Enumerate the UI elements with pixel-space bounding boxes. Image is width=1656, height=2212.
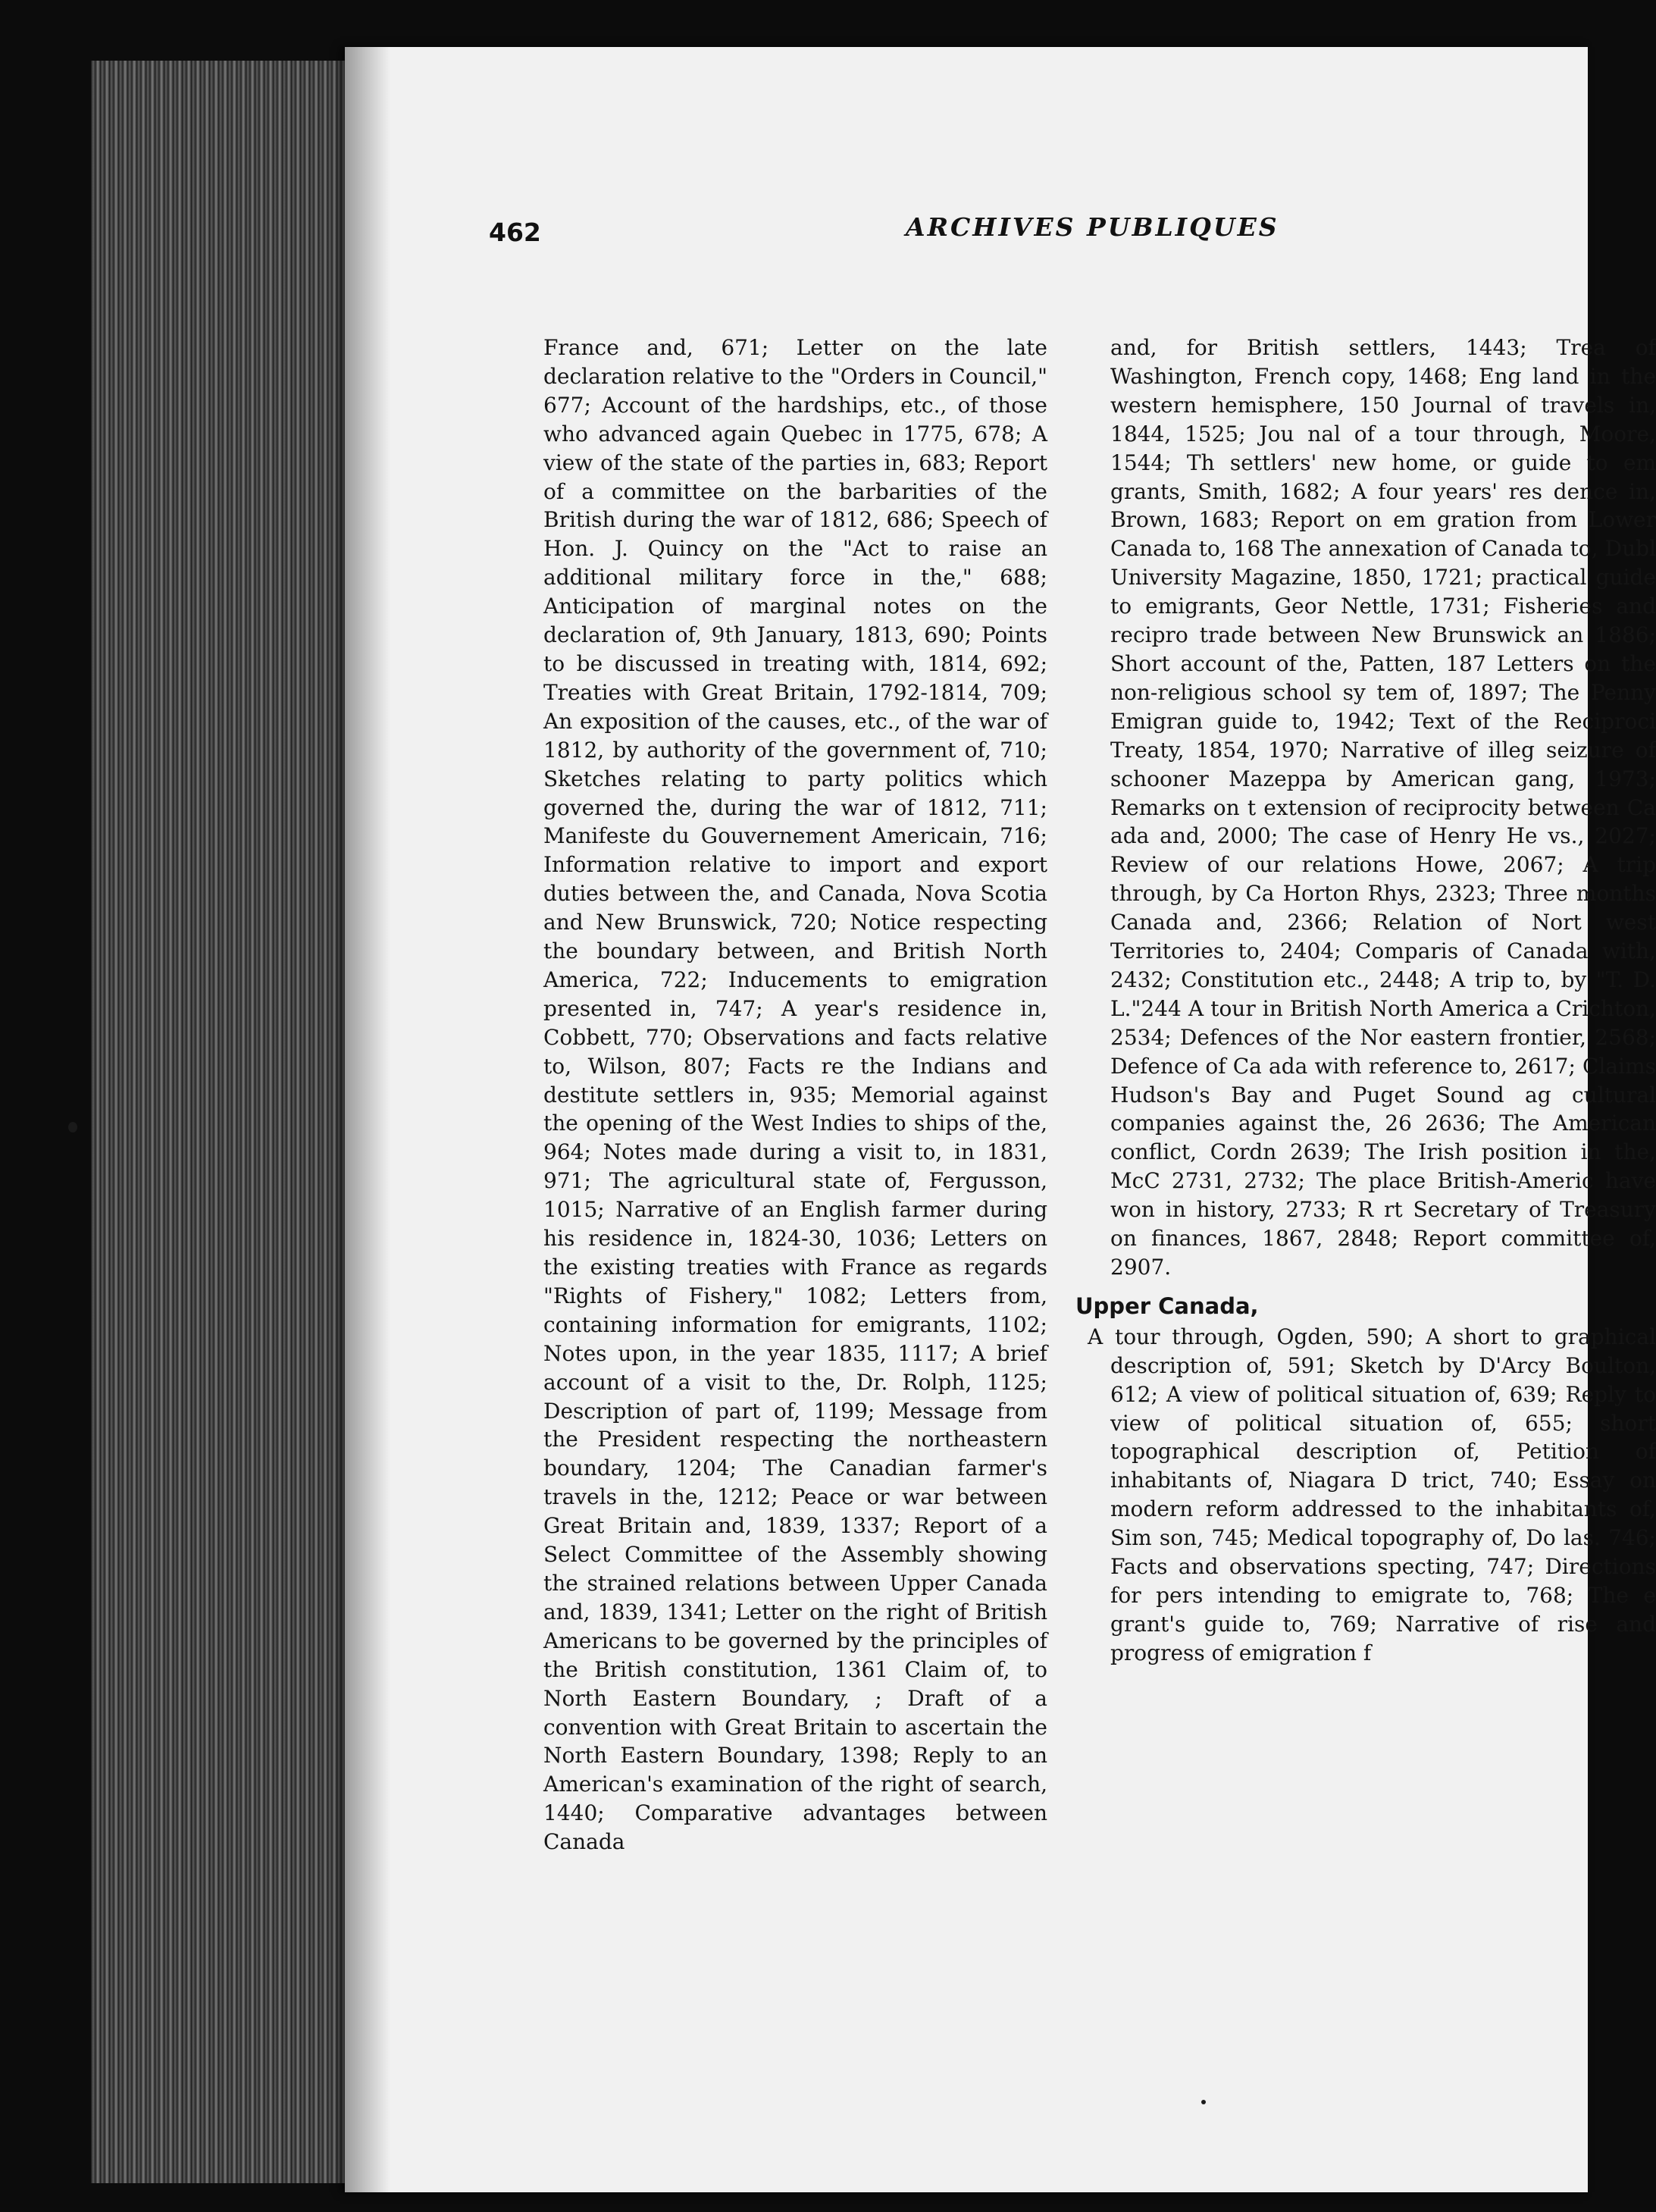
scan-speck bbox=[68, 1122, 77, 1133]
scan-speck bbox=[1201, 2100, 1206, 2104]
left-column-text: France and, 671; Letter on the late declaration relative to the "Orders in Council," 677; Account of the hardships, etc., of those who advanced again Quebec in 1775, 678; A view of the state of the parties in, 683; Report of a committee on the barbarities of the British during the war of 1812, 686; Speech of Hon. J. Quincy on the "Act to raise an additional military force in the," 688; Anticipation of marginal notes on the declaration of, 9th January, 1813, 690; Points to be discussed in treating with, 1814, 692; Treaties with Great Britain, 1792-1814, 709; An exposition of the causes, etc., of the war of 1812, by authority of the government of, 710; Sketches relating to party politics which governed the, during the war of 1812, 711; Manifeste du Gouvernement Americain, 716; Information relative to import and export duties between the, and Canada, Nova Scotia and New Brunswick, 720; Notice respecting the boundary between, and British North America, 722; Inducements to emigration presented in, 747; A year's residence in, Cobbett, 770; Observations and facts relative to, Wilson, 807; Facts re the Indians and destitute settlers in, 935; Memorial against the opening of the West Indies to ships of the, 964; Notes made during a visit to, in 1831, 971; The agricultural state of, Fergusson, 1015; Narrative of an English farmer during his residence in, 1824-30, 1036; Letters on the existing treaties with France as regards "Rights of Fishery," 1082; Letters from, containing information for emigrants, 1102; Notes upon, in the year 1835, 1117; A brief account of a visit to the, Dr. Rolph, 1125; Description of part of, 1199; Message from the President respecting the northeastern boundary, 1204; The Canadian farmer's travels in the, 1212; Peace or war between Great Britain and, 1839, 1337; Report of a Select Committee of the Assembly showing the strained relations between Upper Canada and, 1839, 1341; Letter on the right of British Americans to be governed by the principles of the British constitution, 1361 Claim of, to North Eastern Boundary, ; Draft of a convention with Great Britain to ascertain the North Eastern Boundary, 1398; Reply to an American's examination of the right of search, 1440; Comparative advantages between Canada bbox=[543, 335, 1047, 1855]
gutter-shadow bbox=[345, 47, 390, 2192]
page-number: 462 bbox=[489, 218, 541, 247]
right-column-continuation: and, for British settlers, 1443; Trea of Washington, French copy, 1468; Eng land in the western hemisphere, 150 Journal of travels in, 1844, 1525; Jou nal of a tour through, Moore, 1544; Th settlers' new home, or guide to em grants, Smith, 1682; A four years' res dence in, Brown, 1683; Report on em gration from Lower Canada to, 168 The annexation of Canada to, Dubl University Magazine, 1850, 1721; practical guide to emigrants, Geor Nettle, 1731; Fisheries and recipro trade between New Brunswick an 1886; Short account of the, Patten, 187 Letters on the non-religious school sy tem of, 1897; The Penny Emigran guide to, 1942; Text of the Reciproci Treaty, 1854, 1970; Narrative of illeg seizure of schooner Mazeppa by American gang, 1973; Remarks on t extension of reciprocity between Ca ada and, 2000; The case of Henry He vs., 2027; Review of our relations Howe, 2067; A trip through, by Ca Horton Rhys, 2323; Three months Canada and, 2366; Relation of Nort west Territories to, 2404; Comparis of Canada with, 2432; Constitution etc., 2448; A trip to, by "T. D. L."244 A tour in British North America a Crichton, 2534; Defences of the Nor eastern frontier, 2568; Defence of Ca ada with reference to, 2617; Claims Hudson's Bay and Puget Sound ag cultural companies against the, 26 2636; The American conflict, Cordn 2639; The Irish position in the, McC 2731, 2732; The place British-Americ have won in history, 2733; R rt Secretary of Treasury on finances, 1867, 2848; Report committee of, 2907. bbox=[1110, 335, 1656, 1280]
left-column bbox=[543, 334, 1047, 1856]
section-heading: Upper Canada, bbox=[1075, 1292, 1259, 1319]
right-column bbox=[1075, 334, 1656, 1668]
book-page-edges bbox=[91, 61, 364, 2183]
right-column-entry: A tour through, Ogden, 590; A short to graphical description of, 591; Sketch by D'Arcy Boulton, 612; A view of political situation of, 639; Reply to view of political situation of, 655; short topographical description of, Petition of inhabitants of, Niagara D trict, 740; Essay on modern reform addressed to the inhabitants of, Sim son, 745; Medical topography of, Do las. 746; Facts and observations specting, 747; Directions for pers intending to emigrate to, 768; The e grant's guide to, 769; Narrative of rise and progress of emigration f bbox=[1088, 1324, 1656, 1665]
book-page bbox=[345, 47, 1656, 2192]
running-head: ARCHIVES PUBLIQUES bbox=[906, 212, 1279, 242]
